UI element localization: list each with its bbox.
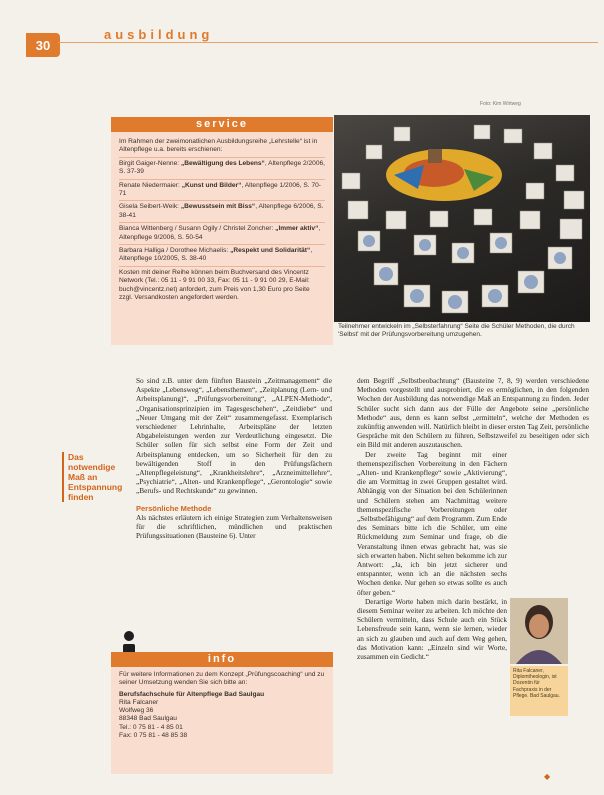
pull-quote: Das notwendige Maß an Entspannung finden xyxy=(62,452,132,502)
photo-caption: Teilnehmer entwickeln im „Selbsterfahrung“ Seite die Schüler Methoden, die durch 'Selbst' mit der Prüfungsvorbereitung umzugehen. xyxy=(338,323,575,338)
contact-line: Rita Falcaner xyxy=(119,698,159,706)
contact-line: 88348 Bad Saulgau xyxy=(119,715,177,723)
entry-ref: Altenpflege 2/2006, S. 37-39 xyxy=(119,159,325,176)
entry-title: „Immer aktiv“ xyxy=(275,225,319,233)
header-rule xyxy=(58,42,598,43)
paragraph: So sind z.B. unter dem fünften Baustein „Zeitmanagement“ die Aspekte „Lebensweg“, „Lebensthemen“, „Zeitplanung (Lern- und Arbeitsplanung)“, „Prüfungsvorbereitung“, „ALPEN-Methode“, „Organisationsprinzipien im Tagesgeschehen“, „Zeitdiebe“ und „Neuer Umgang mit der Zeit“ zusammengefasst. Exemplarisch verschiedener Lehrinhalte, Arbeitspläne der letzten Abgabeleistungen werden zur Verdeutlichung eingesetzt. Die Schüler sollen für sich selbst eine Form der Zeit und Arbeitsplanung entdecken, um so Sicherheit für den zu bewältigenden Stoff in den Prüfungsfächern „Altenpflegeleistung“, „Krankheitslehre“, „Arzneimittellehre“, „Psychiatrie“, „Alten- und Krankenpflege“, „Gerontologie“ sowie „Berufs- und Rechtskunde“ zu gewinnen. xyxy=(136,376,332,496)
portrait-caption: Rita Falcaner, Diplomtheologin, ist Dozentin für Fachpraxis in der Pflege. Bad Saulgau. xyxy=(510,666,568,716)
service-entry: Gisela Seibert-Weik: „Bewusstsein mit Biss“, Altenpflege 6/2006, S. 38-41 xyxy=(119,200,325,222)
entry-title: „Kunst und Bilder“ xyxy=(181,181,242,189)
info-intro: Für weitere Informationen zu dem Konzept „Prüfungscoaching“ und zu seiner Umsetzung wenden Sie sich bitte an: xyxy=(119,671,325,687)
end-of-article-icon: ◆ xyxy=(544,772,551,781)
service-box-title: service xyxy=(111,117,333,132)
entry-author: Gisela Seibert-Weik: xyxy=(119,203,179,211)
entry-ref: Altenpflege 6/2006, S. 38-41 xyxy=(119,203,324,219)
service-entry: Barbara Halliga / Dorothee Michaelis: „Respekt und Solidarität“, Altenpflege 10/2005, S. 38-40 xyxy=(119,244,325,266)
entry-ref: Altenpflege 1/2006, S. 70-71 xyxy=(119,181,321,198)
article-column-1 xyxy=(106,376,332,540)
service-entry: Birgit Gaiger-Nenne: „Bewältigung des Lebens“, Altenpflege 2/2006, S. 37-39 xyxy=(119,157,325,179)
mandala-cards-illustration xyxy=(334,115,590,322)
subheading: Persönliche Methode xyxy=(136,503,212,513)
info-box-body xyxy=(111,667,333,744)
paragraph: Als nächstes erläutern ich einige Strategien zum Verhaltensweisen für die schriftlichen, mündlichen und praktischen Prüfungssituationen (Bausteine 6). Unter xyxy=(136,512,332,541)
info-box-title: info xyxy=(111,652,333,667)
paragraph: Der zweite Tag beginnt mit einer themenspezifischen Vorbereitung in den Fächern „Alten- und Krankenpflege“ sowie „Aktivierung“, die am Vormittag in zwei Gruppen gestaltet wird. Abhängig von der Situation bei den Schülerinnen und Schülern stehen am Nachmittag weitere themenspezifische Vorbereitungen oder „Selbstbefähigung“ auf dem Programm. Zum Ende des Seminars bitte ich die Schüler, um eine Rückmeldung zum Seminar und frage, ob die Veranstaltung ihnen etwas gebracht hat, was sie sich erwarten haben. Nicht selten bekomme ich zur Antwort: „Ja, ich bin jetzt sicherer und entspannter, wenn ich an die nächsten sechs Wochen denke. Nur gehen so etwas sollte es auch öfter geben.“ xyxy=(357,449,507,597)
service-box xyxy=(111,117,333,345)
section-title: ausbildung xyxy=(104,27,214,42)
info-org: Berufsfachschule für Altenpflege Bad Saulgau xyxy=(119,690,265,698)
service-footer: Kosten mit deiner Reihe können beim Buchversand des Vincentz Network (Tel.: 05 11 - 9 91 00 33, Fax: 05 11 - 9 91 00 29, E-Mail: buch@vincentz.net) anfordert, zum Preis von 1,30 Euro pro Seite zzgl. Versandkosten angefordert werden. xyxy=(119,266,325,305)
entry-title: „Bewältigung des Lebens“ xyxy=(180,159,265,167)
page-number: 30 xyxy=(26,33,60,57)
entry-ref: Altenpflege 10/2005, S. 38-40 xyxy=(119,255,207,263)
service-entry: Bianca Wittenberg / Susann Ogily / Christel Zoncher: „Immer aktiv“, Altenpflege 9/2006, S. 50-54 xyxy=(119,222,325,244)
author-portrait xyxy=(510,598,568,664)
service-intro: Im Rahmen der zweimonatlichen Ausbildungsreihe „Lehrstelle“ ist in Altenpflege u.a. bereits erschienen: xyxy=(119,138,318,154)
paragraph: dem Begriff „Selbstbeobachtung“ (Bausteine 7, 8, 9) werden verschiedene Methoden vorgestellt und ausprobiert, die es ermöglichen, in den folgenden Wochen der Ausbildung das notwendige Maß an Entspannung zu finden. Jeder Schüler sucht sich dann aus der Fülle der Angebote seine „persönliche Methode“ aus, denn es kann selbst „ermitteln“, welche der Methoden es zukünftig anwenden will. Natürlich bleibt in dieser ersten Tag Zeit, persönliche Gespräche mit den Schülern zu führen, Selbstzweifel zu beseitigen oder sich ein Bild mit anderen auszutauschen. xyxy=(357,376,589,450)
portrait-illustration xyxy=(510,598,568,664)
entry-author: Bianca Wittenberg / Susann Ogily / Christel Zoncher: xyxy=(119,225,274,233)
contact-line: Fax: 0 75 81 - 48 85 38 xyxy=(119,732,188,740)
photo-credit: Foto: Kim Wirtweg xyxy=(480,101,521,107)
contact-line: Tel.: 0 75 81 - 4 85 01 xyxy=(119,723,183,731)
service-entry: Renate Niedermaier: „Kunst und Bilder“, Altenpflege 1/2006, S. 70-71 xyxy=(119,179,325,201)
entry-author: Birgit Gaiger-Nenne: xyxy=(119,159,180,167)
service-box-body xyxy=(111,132,333,305)
paragraph: Derartige Worte haben mich darin bestärkt, in diesem Seminar weiter zu arbeiten. Ich möchte den Schülern vermitteln, dass Schule auch ein Stück Lebensfreude sein kann, wenn sie lernen, wieder an sich zu glauben und auch auf dem Weg gehen, das Motivation kann: „Einzeln sind wir Worte, zusammen ein Gedicht.“ xyxy=(357,596,507,662)
entry-ref: Altenpflege 9/2006, S. 50-54 xyxy=(119,233,203,241)
entry-author: Barbara Halliga / Dorothee Michaelis: xyxy=(119,247,229,255)
entry-title: „Respekt und Solidarität“ xyxy=(230,247,311,255)
entry-author: Renate Niedermaier: xyxy=(119,181,180,189)
contact-line: Wolfweg 36 xyxy=(119,707,154,715)
info-box xyxy=(111,652,333,774)
seminar-photo xyxy=(334,115,590,322)
entry-title: „Bewusstsein mit Biss“ xyxy=(180,203,256,211)
